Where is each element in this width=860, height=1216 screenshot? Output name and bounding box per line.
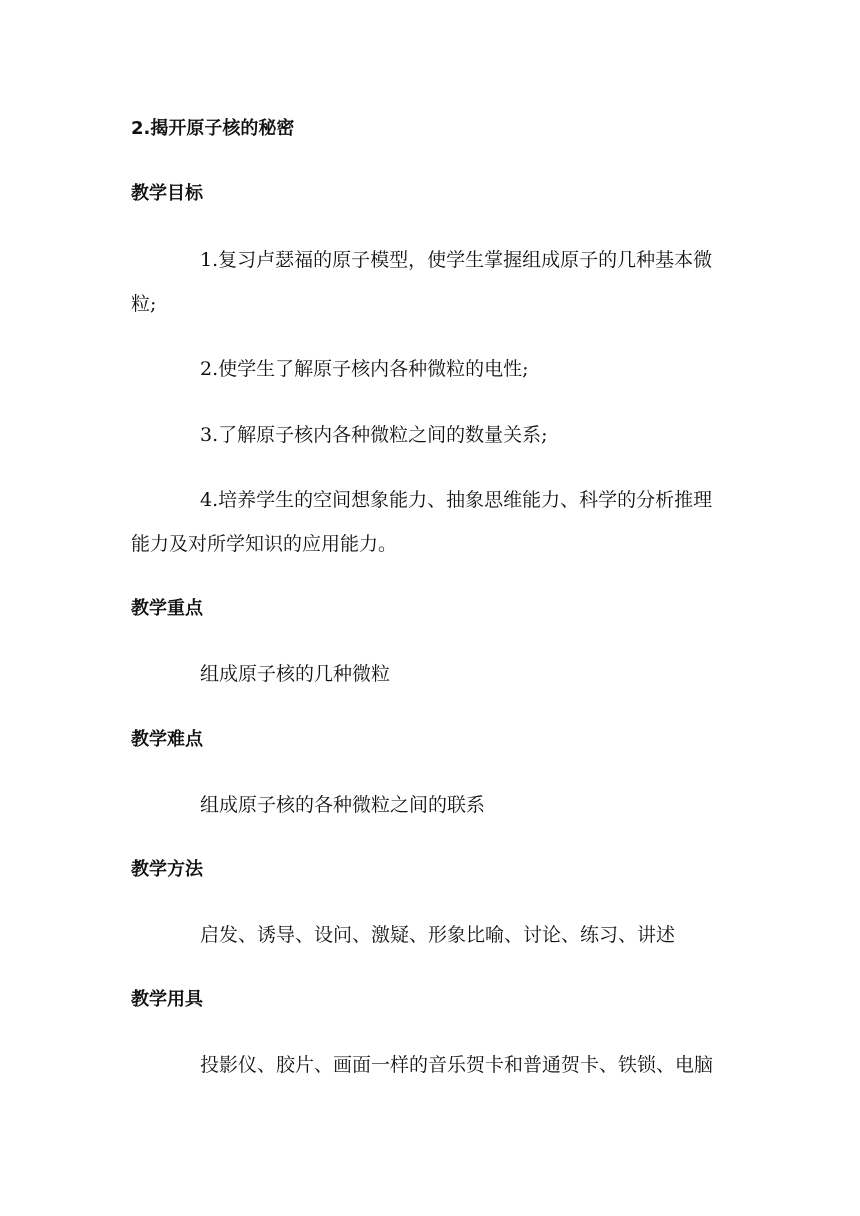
difficulties-text: 组成原子核的各种微粒之间的联系 [200,794,486,816]
document-title: 2.揭开原子核的秘密 [131,118,295,139]
objective-4-line-2: 能力及对所学知识的应用能力。 [131,533,398,555]
objective-3: 3.了解原子核内各种微粒之间的数量关系; [200,424,548,446]
objective-2: 2.使学生了解原子核内各种微粒的电性; [200,358,529,380]
objective-1-line-1: 1.复习卢瑟福的原子模型，使学生掌握组成原子的几种基本微 [200,249,713,271]
section-heading-objectives: 教学目标 [131,183,203,204]
section-heading-methods: 教学方法 [131,859,203,880]
objective-1-line-2: 粒; [131,293,157,315]
section-heading-difficulties: 教学难点 [131,729,203,750]
key-points-text: 组成原子核的几种微粒 [200,663,391,685]
tools-text: 投影仪、胶片、画面一样的音乐贺卡和普通贺卡、铁锁、电脑 [200,1054,714,1076]
objective-4-line-1: 4.培养学生的空间想象能力、抽象思维能力、科学的分析推理 [200,489,713,511]
section-heading-key-points: 教学重点 [131,598,203,619]
methods-text: 启发、诱导、设问、激疑、形象比喻、讨论、练习、讲述 [200,924,676,946]
section-heading-tools: 教学用具 [131,989,203,1010]
